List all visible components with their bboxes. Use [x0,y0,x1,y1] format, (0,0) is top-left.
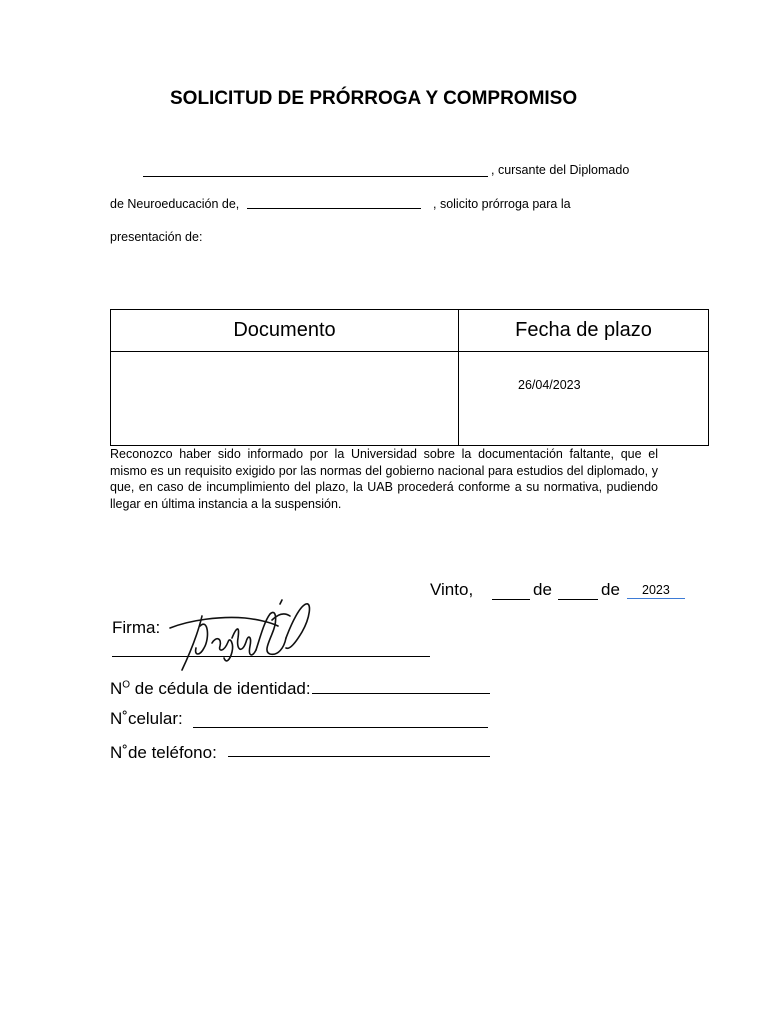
line1-text: , cursante del Diplomado [491,163,630,177]
de-label-2: de [601,580,620,599]
line2-prefix-text: de Neuroeducación de, [110,197,240,211]
diploma-edition-field[interactable] [247,208,421,209]
id-superscript: O [122,679,131,691]
id-prefix: N [110,679,123,698]
year-underline [627,598,685,599]
column-header-document: Documento [111,310,459,352]
id-number-field[interactable] [312,693,490,694]
cell-phone-field[interactable] [193,727,488,728]
id-label-text: de cédula de identidad: [130,679,311,698]
handwritten-signature-icon [160,598,320,678]
line3-text: presentación de: [110,230,203,244]
phone-field[interactable] [228,756,490,757]
document-table [110,309,709,446]
id-number-label [110,679,311,699]
page-title: SOLICITUD DE PRÓRROGA Y COMPROMISO [170,88,578,109]
signature-label: Firma: [112,618,161,637]
deadline-cell[interactable]: 26/04/2023 [459,352,709,446]
year-value[interactable]: 2023 [642,583,670,597]
commitment-paragraph: Reconozco haber sido informado por la Universidad sobre la documentación faltante, que el mismo es un requisito exigido por las normas del gobierno nacional para estudios del diplomado, y que, en caso de incumplimiento del plazo, la UAB procederá conforme a su normativa, pudiendo llegar en última instancia a la suspensión. [110,447,658,511]
day-field[interactable] [492,599,530,600]
column-header-deadline: Fecha de plazo [459,310,709,352]
cell-phone-label: N˚celular: [110,709,183,728]
line2-suffix-text: , solicito prórroga para la [433,197,571,211]
place-label: Vinto, [430,580,474,599]
phone-label: N˚de teléfono: [110,743,217,762]
document-cell[interactable] [111,352,459,446]
de-label-1: de [533,580,552,599]
student-name-field[interactable] [143,176,488,177]
month-field[interactable] [558,599,598,600]
